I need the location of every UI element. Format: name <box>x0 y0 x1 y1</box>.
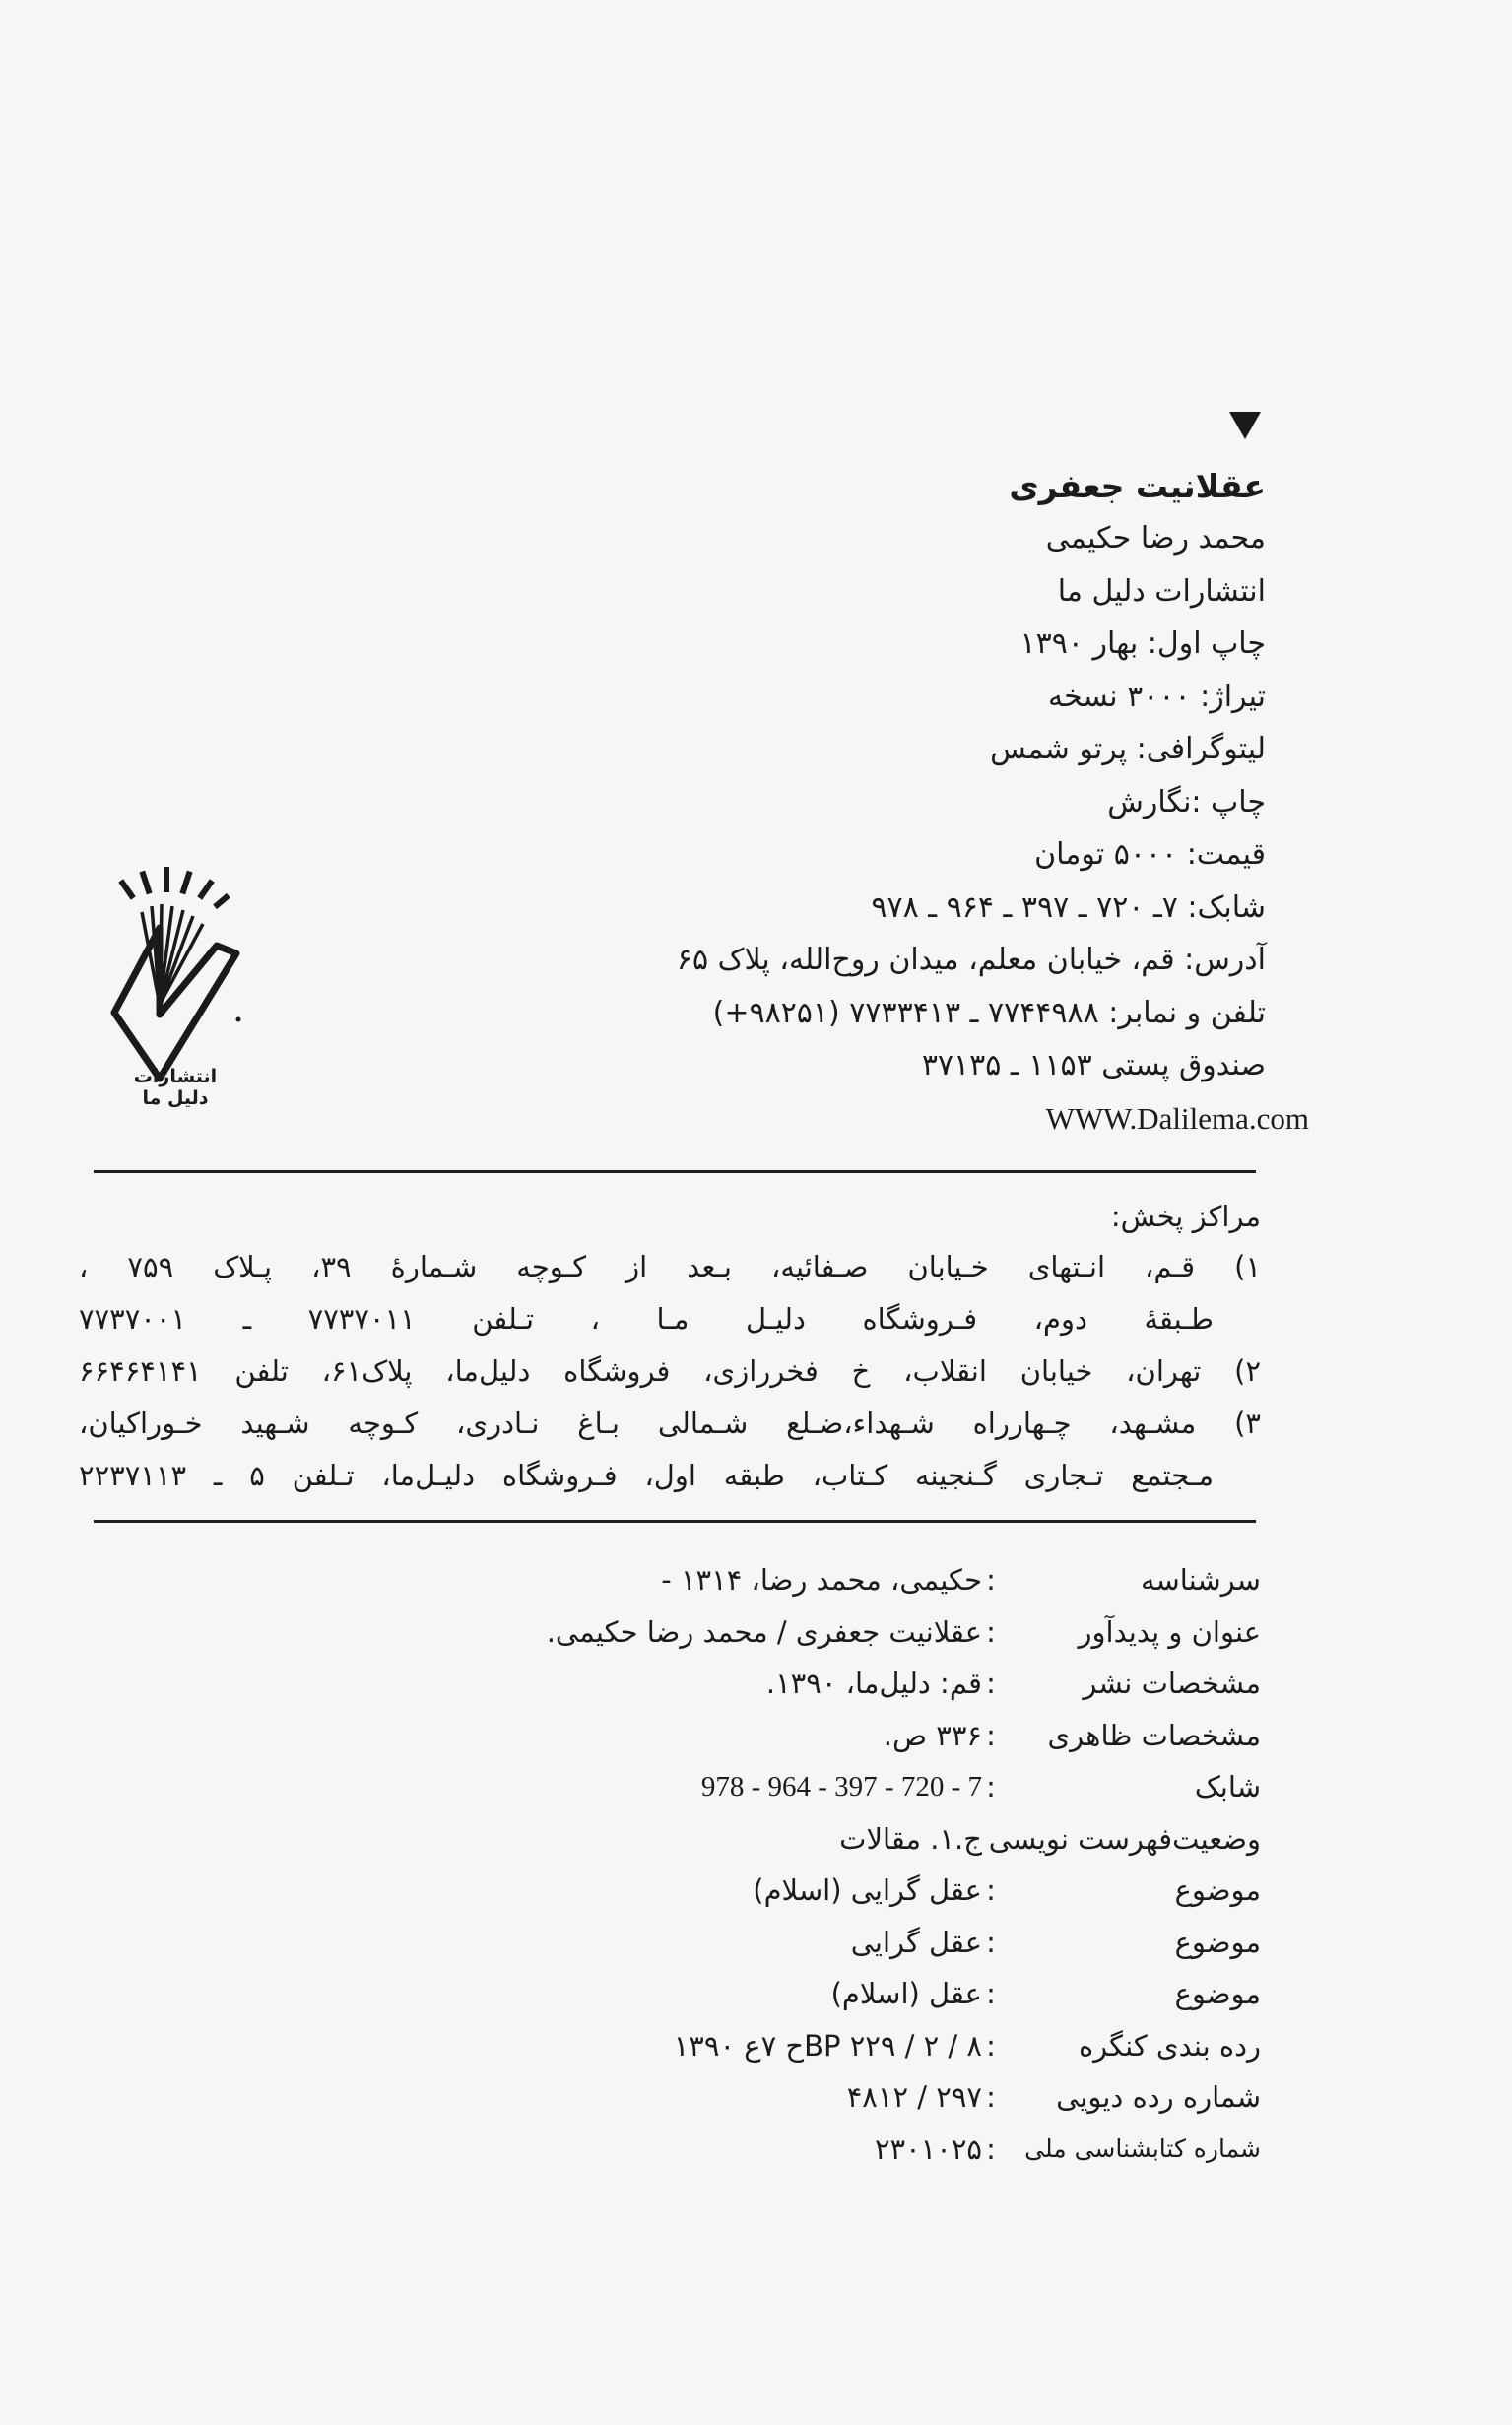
distribution-line: ۱) قـم، انـتهای خـیابان صـفائیه، بـعد از کـوچه شـمارهٔ ۳۹، پـلاک ۷۵۹ ، <box>79 1250 1262 1283</box>
distribution-line: ۲) تهران، خیابان انقلاب، خ فخررازی، فروشگاه دلیل‌ما، پلاک۶۱، تلفن ۶۶۴۶۴۱۴۱ <box>79 1354 1262 1388</box>
catalog-row: موضوع : عقل گرایی <box>547 1917 1261 1969</box>
catalog-row: عنوان و پدیدآور : عقلانیت جعفری / محمد رضا حکیمی. <box>547 1606 1261 1659</box>
catalog-label: موضوع <box>1174 1873 1261 1907</box>
book-publisher: انتشارات دلیل ما <box>1057 573 1266 609</box>
catalog-row: رده بندی کنگره : BP ۲۲۹ / ۲ / ۸ح ۷ع ۱۳۹۰ <box>547 2020 1261 2072</box>
catalog-value: حکیمی، محمد رضا، ۱۳۱۴ - <box>661 1563 982 1597</box>
publisher-po-box: صندوق پستی ۱۱۵۳ ـ ۳۷۱۳۵ <box>921 1048 1266 1082</box>
book-print-run: تیراژ: ۳۰۰۰ نسخه <box>1048 679 1266 714</box>
catalog-label: عنوان و پدیدآور <box>1078 1614 1261 1649</box>
catalog-label: مشخصات نشر <box>1083 1667 1261 1700</box>
catalog-label: شماره رده دیویی <box>1056 2080 1261 2114</box>
catalog-label: موضوع <box>1174 1977 1261 2010</box>
book-printing: چاپ :نگارش <box>1107 784 1266 819</box>
catalog-label: رده بندی کنگره <box>1078 2028 1261 2063</box>
book-info <box>517 461 1309 1145</box>
distribution-line: ۳) مشـهد، چـهارراه شـهداء،ضـلع شـمالی بـاغ نـادری، کـوچه شـهید خـوراکیان، <box>79 1407 1261 1440</box>
catalog-value: عقلانیت جعفری / محمد رضا حکیمی. <box>546 1614 982 1649</box>
catalog-row: سرشناسه : حکیمی، محمد رضا، ۱۳۱۴ - <box>547 1554 1261 1606</box>
catalog-row: موضوع : عقل (اسلام) <box>547 1968 1261 2020</box>
catalog-value: قم: دلیل‌ما، ۱۳۹۰. <box>765 1667 982 1700</box>
catalog-value: عقل گرایی <box>850 1925 982 1959</box>
catalog-value: 978 - 964 - 397 - 720 - 7 <box>700 1771 982 1802</box>
divider-top <box>94 1170 1256 1173</box>
publisher-address: آدرس: قم، خیابان معلم، میدان روح‌الله، پلاک ۶۵ <box>676 943 1266 977</box>
distribution-centers <box>79 1192 1261 1502</box>
catalog-value: عقل (اسلام) <box>830 1977 982 2010</box>
book-price: قیمت: ۵۰۰۰ تومان <box>1034 837 1266 872</box>
distribution-line: مـجتمع تـجاری گـنجینه کـتاب، طبقه اول، فـروشگاه دلیـل‌ما، تـلفن ۵ ـ ۲۲۳۷۱۱۳ <box>79 1459 1214 1492</box>
book-edition: چاپ اول: بهار ۱۳۹۰ <box>1019 626 1266 661</box>
catalog-row: موضوع : عقل گرایی (اسلام) <box>547 1865 1261 1917</box>
catalog-row: مشخصات ظاهری : ۳۳۶ ص. <box>547 1710 1261 1762</box>
cataloging-table <box>547 1554 1261 2175</box>
book-isbn: شابک: ۷ـ ۷۲۰ ـ ۳۹۷ ـ ۹۶۴ ـ ۹۷۸ <box>871 889 1266 925</box>
book-lithography: لیتوگرافی: پرتو شمس <box>990 732 1266 766</box>
publisher-logo-text: انتشارات دلیل ما <box>133 1066 218 1109</box>
book-author: محمد رضا حکیمی <box>1045 521 1266 556</box>
divider-bottom <box>94 1520 1256 1523</box>
catalog-label: شماره کتابشناسی ملی <box>1024 2133 1261 2163</box>
catalog-label: شابک <box>1194 1770 1261 1803</box>
catalog-row <box>547 1813 1261 1866</box>
distribution-heading: مراکز پخش: <box>1110 1200 1261 1233</box>
catalog-label: سرشناسه <box>1140 1563 1261 1597</box>
catalog-value: ۳۳۶ ص. <box>883 1718 982 1752</box>
catalog-value: ۲۳۰۱۰۲۵ <box>874 2131 982 2166</box>
book-title: عقلانیت جعفری <box>1009 467 1266 505</box>
catalog-row: شماره کتابشناسی ملی : ۲۳۰۱۰۲۵ <box>547 2124 1261 2176</box>
catalog-value: BP ۲۲۹ / ۲ / ۸ح ۷ع ۱۳۹۰ <box>673 2028 982 2063</box>
triangle-marker-icon <box>1229 412 1261 439</box>
catalog-value: ۲۹۷ / ۴۸۱۲ <box>846 2080 982 2114</box>
catalog-value: عقل گرایی (اسلام) <box>753 1873 982 1907</box>
catalog-value: ج.۱. مقالات <box>839 1821 982 1856</box>
catalog-row: شابک : 978 - 964 - 397 - 720 - 7 <box>547 1761 1261 1813</box>
catalog-row: شماره رده دیویی : ۲۹۷ / ۴۸۱۲ <box>547 2071 1261 2124</box>
catalog-row: مشخصات نشر : قم: دلیل‌ما، ۱۳۹۰. <box>547 1658 1261 1710</box>
publisher-phone: تلفن و نمابر: ۷۷۴۴۹۸۸ ـ ۷۷۳۳۴۱۳ (۹۸۲۵۱+) <box>712 995 1266 1030</box>
catalog-label: وضعیت‌فهرست نویسی <box>988 1821 1261 1856</box>
catalog-label: موضوع <box>1174 1925 1261 1959</box>
publisher-website: WWW.Dalilema.com <box>1045 1100 1309 1136</box>
catalog-label: مشخصات ظاهری <box>1047 1718 1261 1752</box>
distribution-line: طـبقهٔ دوم، فـروشگاه دلیـل مـا ، تـلفن ۷۷۳۷۰۱۱ ـ ۷۷۳۷۰۰۱ <box>79 1302 1214 1336</box>
